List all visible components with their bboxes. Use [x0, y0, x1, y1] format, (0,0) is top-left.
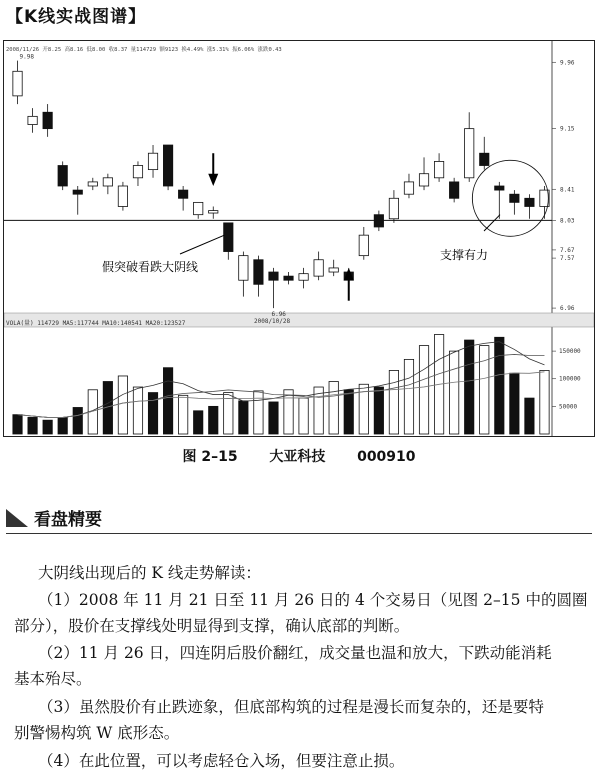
- figure-number: 图 2–15: [182, 449, 238, 465]
- candlestick-chart: [4, 41, 594, 436]
- volume-bar: [43, 420, 52, 434]
- candle-body: [133, 166, 142, 178]
- volume-bar: [73, 407, 82, 434]
- candle-body: [299, 274, 308, 281]
- candle-body: [465, 129, 474, 178]
- price-tick-label: 6.96: [560, 305, 575, 313]
- volume-bar: [374, 387, 383, 434]
- volume-bar: [209, 406, 218, 434]
- down-arrow-head-icon: [208, 174, 218, 186]
- price-tick-label: 7.57: [560, 255, 575, 263]
- candle-body: [103, 178, 112, 186]
- volume-bar: [510, 373, 519, 434]
- volume-bar: [148, 393, 157, 434]
- price-tick-label: 9.15: [560, 125, 575, 133]
- volume-bar: [13, 415, 22, 434]
- price-tick-label: 9.96: [560, 59, 575, 67]
- chart-info-line: 2008/11/26 开8.25 高8.16 低8.00 收8.37 量114729 额9123 换4.49% 涨5.31% 振6.06% 涨跌0.43: [6, 47, 282, 53]
- volume-bar: [194, 411, 203, 434]
- candle-body: [194, 202, 203, 214]
- price-tick-label: 8.03: [560, 217, 575, 225]
- candle-body: [269, 272, 278, 280]
- stock-name: 大亚科技: [269, 449, 326, 465]
- volume-tick-label: 150000: [559, 348, 581, 356]
- volume-bar: [329, 382, 338, 435]
- volume-bar: [254, 391, 263, 434]
- volume-bar: [480, 346, 489, 434]
- candle-body: [404, 182, 413, 194]
- volume-bar: [389, 370, 398, 434]
- volume-bar: [269, 402, 278, 434]
- false-break-annotation: 假突破看跌大阴线: [102, 260, 199, 274]
- volume-bar: [525, 398, 534, 434]
- candle-body: [209, 211, 218, 213]
- volume-bar: [28, 417, 37, 434]
- price-tick-label: 7.67: [560, 246, 575, 254]
- volume-tick-label: 50000: [559, 403, 578, 411]
- candle-body: [314, 260, 323, 276]
- volume-bar: [118, 376, 127, 434]
- price-tick-label: 8.41: [560, 186, 575, 194]
- section-heading: [6, 505, 102, 530]
- point-3-line-1: （3）虽然股价有止跌迹象，但底部构筑的过程是漫长而复杂的，还是要特: [38, 698, 544, 716]
- candle-body: [495, 186, 504, 190]
- volume-bar: [133, 387, 142, 434]
- candle-body: [43, 112, 52, 128]
- candle-body: [329, 268, 338, 272]
- candle-body: [525, 198, 534, 206]
- volume-bar: [163, 368, 172, 434]
- intro-paragraph: 大阴线出现后的 K 线走势解读：: [38, 564, 261, 582]
- stock-code: 000910: [357, 449, 416, 465]
- candle-body: [359, 235, 368, 255]
- section-title-text: 看盘精要: [34, 510, 102, 530]
- date-label: 2008/10/28: [254, 318, 291, 325]
- point-1-line-2: 部分），股价在支撑线处明显得到支撑，确认底部的判断。: [14, 617, 410, 635]
- volume-bar: [449, 351, 458, 434]
- low-label: 6.96: [271, 311, 286, 319]
- candle-body: [163, 145, 172, 186]
- volume-bar: [344, 390, 353, 434]
- candle-body: [148, 153, 157, 169]
- candle-body: [118, 186, 127, 206]
- candle-body: [88, 182, 97, 186]
- stock-chart: [3, 40, 595, 437]
- candle-body: [510, 194, 519, 202]
- volume-bar: [58, 417, 67, 434]
- candle-body: [254, 260, 263, 285]
- candle-body: [419, 174, 428, 186]
- volume-tick-label: 100000: [559, 375, 581, 383]
- candle-body: [58, 166, 67, 186]
- volume-bar: [540, 370, 549, 434]
- point-3-line-2: 别警惕构筑 W 底形态。: [14, 724, 180, 742]
- volume-bar: [239, 401, 248, 434]
- false-break-leader: [180, 235, 224, 254]
- candle-body: [178, 190, 187, 198]
- point-2-line-2: 基本殆尽。: [14, 670, 92, 688]
- support-annotation: 支撑有力: [440, 248, 489, 262]
- candle-body: [480, 153, 489, 165]
- volume-bar: [465, 340, 474, 434]
- candle-body: [73, 190, 82, 194]
- point-4-line: （4）在此位置，可以考虑轻仓入场，但要注意止损。: [38, 752, 405, 770]
- candle-body: [284, 276, 293, 280]
- volume-bar: [284, 390, 293, 434]
- point-1-line-1: （1）2008 年 11 月 21 日至 11 月 26 日的 4 个交易日（见图 2–15 中的圆圈: [38, 591, 588, 609]
- high-label: 9.98: [19, 53, 34, 61]
- volume-bar: [404, 359, 413, 434]
- candle-body: [389, 198, 398, 218]
- volume-bar: [419, 346, 428, 434]
- book-header: 【K线实战图谱】: [6, 7, 147, 27]
- volume-header: VOLA(量) 114729 MA5:117744 MA10:140541 MA20:123527: [6, 320, 186, 327]
- point-2-line-1: （2）11 月 26 日，四连阴后股价翻红，成交量也温和放大，下跌动能消耗: [38, 644, 552, 662]
- candle-body: [449, 182, 458, 198]
- candle-body: [224, 223, 233, 252]
- section-divider: [6, 533, 592, 534]
- volume-bar: [299, 398, 308, 434]
- candle-body: [13, 71, 22, 96]
- support-leader: [484, 215, 500, 231]
- candle-body: [374, 215, 383, 227]
- candle-body: [28, 116, 37, 124]
- candle-body: [434, 161, 443, 177]
- figure-caption: [0, 446, 598, 466]
- triangle-icon: [6, 509, 28, 527]
- candle-body: [239, 256, 248, 281]
- volume-bar: [178, 395, 187, 434]
- volume-bar: [495, 337, 504, 434]
